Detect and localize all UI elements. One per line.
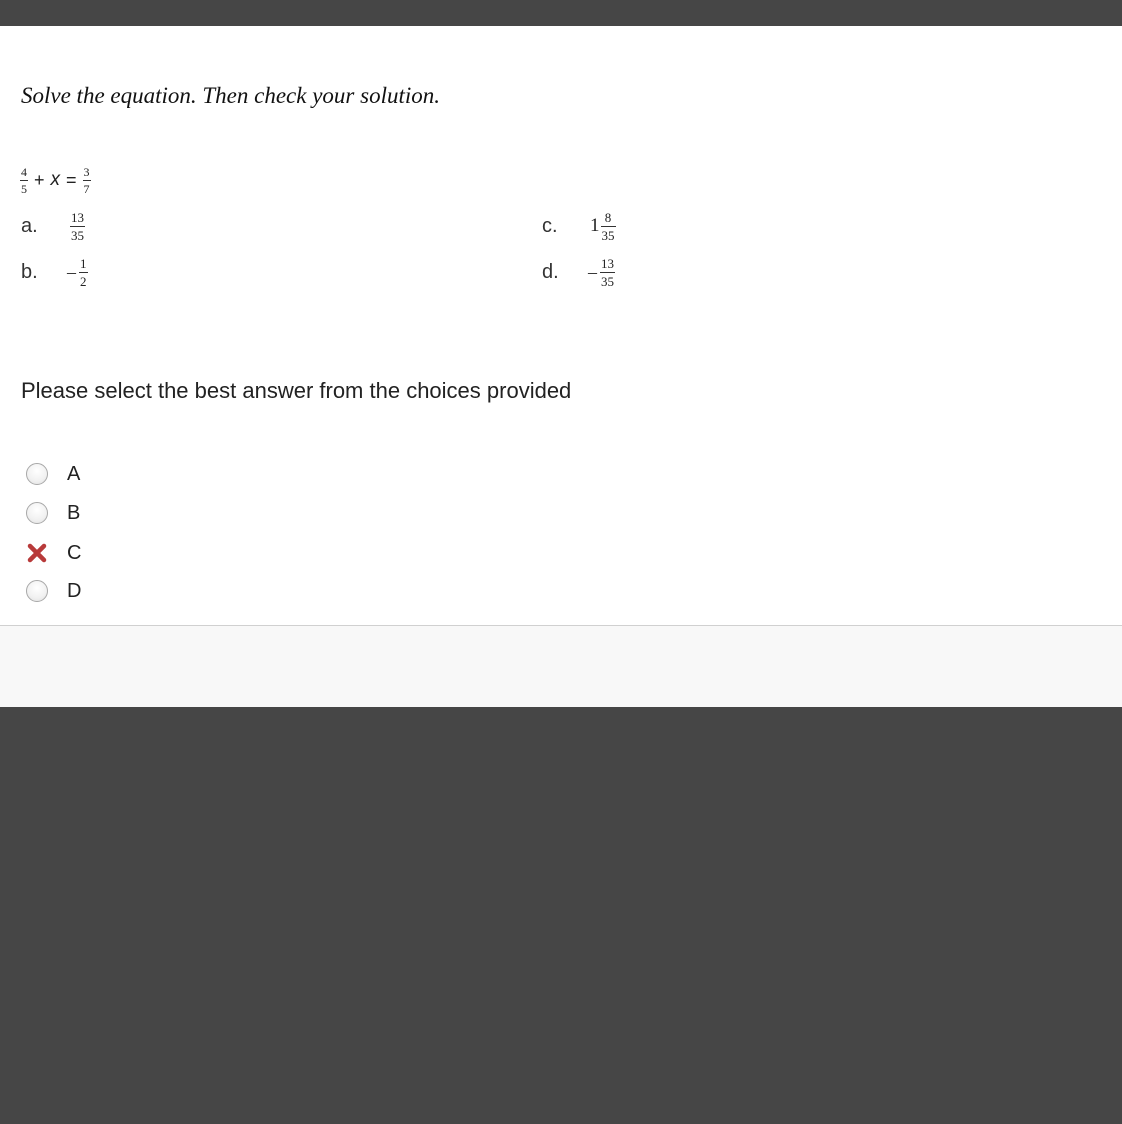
fraction-denominator: 35 <box>601 227 615 243</box>
choice-letter: a. <box>21 214 38 237</box>
choice-letter: b. <box>21 260 38 283</box>
fraction-numerator: 13 <box>71 209 84 225</box>
footer-strip <box>0 626 1122 707</box>
choice-sign: – <box>588 261 597 282</box>
choice-fraction <box>79 257 88 288</box>
fraction-denominator: 35 <box>601 273 614 289</box>
choice-letter: c. <box>542 214 558 237</box>
equation-left-fraction <box>20 166 28 195</box>
option-d[interactable] <box>26 576 81 606</box>
choice-d <box>542 249 615 295</box>
option-b[interactable] <box>26 498 80 528</box>
choice-a <box>21 203 85 249</box>
choice-fraction <box>70 211 85 242</box>
question-instruction: Solve the equation. Then check your solution. <box>21 83 441 108</box>
question-panel <box>0 26 1122 625</box>
choice-whole: 1 <box>590 215 600 236</box>
answer-prompt: Please select the best answer from the choices provided <box>21 378 572 403</box>
top-bar <box>0 0 1122 26</box>
option-label: B <box>67 501 81 524</box>
equation <box>20 158 91 202</box>
option-a[interactable] <box>26 459 80 489</box>
equation-plus: + <box>34 169 45 190</box>
option-label: D <box>67 579 82 602</box>
choice-letter: d. <box>542 260 559 283</box>
fraction-numerator: 1 <box>80 255 87 271</box>
fraction-numerator: 8 <box>604 209 612 225</box>
choice-b <box>21 249 88 295</box>
fraction-denominator: 5 <box>21 181 27 196</box>
equation-equals: = <box>66 169 77 190</box>
radio-button-icon[interactable] <box>26 463 48 485</box>
fraction-numerator: 3 <box>83 164 90 179</box>
choice-sign: – <box>67 261 76 282</box>
incorrect-x-icon[interactable] <box>26 542 48 564</box>
fraction-denominator: 7 <box>83 181 90 196</box>
option-c[interactable] <box>26 538 81 568</box>
option-label: A <box>67 462 81 485</box>
choice-fraction <box>600 257 615 288</box>
fraction-denominator: 35 <box>71 227 84 243</box>
radio-button-icon[interactable] <box>26 502 48 524</box>
radio-button-icon[interactable] <box>26 580 48 602</box>
option-label: C <box>67 541 82 564</box>
equation-variable: x <box>50 169 61 190</box>
equation-right-fraction <box>83 166 91 195</box>
fraction-denominator: 2 <box>80 273 87 289</box>
choice-c <box>542 203 616 249</box>
fraction-numerator: 13 <box>601 255 614 271</box>
choice-fraction <box>601 211 616 242</box>
fraction-numerator: 4 <box>21 164 27 179</box>
